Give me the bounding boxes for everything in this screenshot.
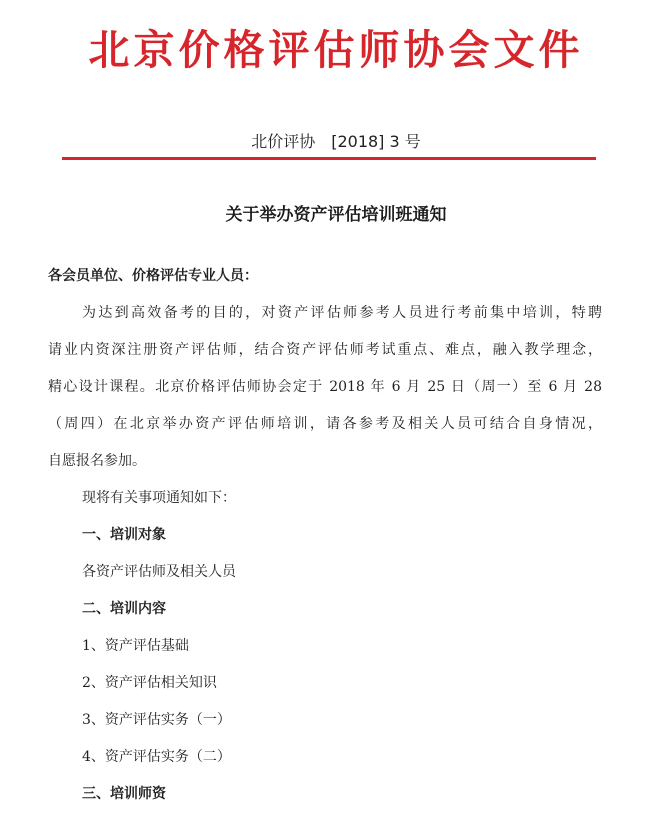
- paragraph-line: 请业内资深注册资产评估师，结合资产评估师考试重点、难点，融入教学理念，: [48, 342, 602, 358]
- list-item: 2、资产评估相关知识: [82, 675, 217, 691]
- salutation: 各会员单位、价格评估专业人员：: [48, 268, 258, 284]
- list-item: 1、资产评估基础: [82, 638, 189, 654]
- section-body-target: 各资产评估师及相关人员: [82, 564, 236, 580]
- paragraph-line: 自愿报名参加。: [48, 453, 146, 469]
- red-divider-line: [62, 157, 596, 160]
- paragraph-line: 精心设计课程。北京价格评估师协会定于 2018 年 6 月 25 日（周一）至 6 月 28: [48, 379, 602, 395]
- notice-title: 关于举办资产评估培训班通知: [225, 205, 447, 225]
- paragraph-line: 为达到高效备考的目的，对资产评估师参考人员进行考前集中培训，特聘: [82, 305, 602, 321]
- paragraph-line: （周四）在北京举办资产评估师培训，请各参考及相关人员可结合自身情况，: [48, 416, 602, 432]
- document-number: 北价评协 [2018] 3 号: [251, 132, 421, 151]
- org-masthead-title: 北京价格评估师协会文件: [88, 26, 584, 74]
- list-item: 3、资产评估实务（一）: [82, 712, 231, 728]
- section-heading-content: 二、培训内容: [82, 601, 166, 617]
- intro-line: 现将有关事项通知如下：: [82, 490, 236, 506]
- section-heading-target: 一、培训对象: [82, 527, 166, 543]
- section-heading-instructors: 三、培训师资: [82, 786, 166, 802]
- list-item: 4、资产评估实务（二）: [82, 749, 231, 765]
